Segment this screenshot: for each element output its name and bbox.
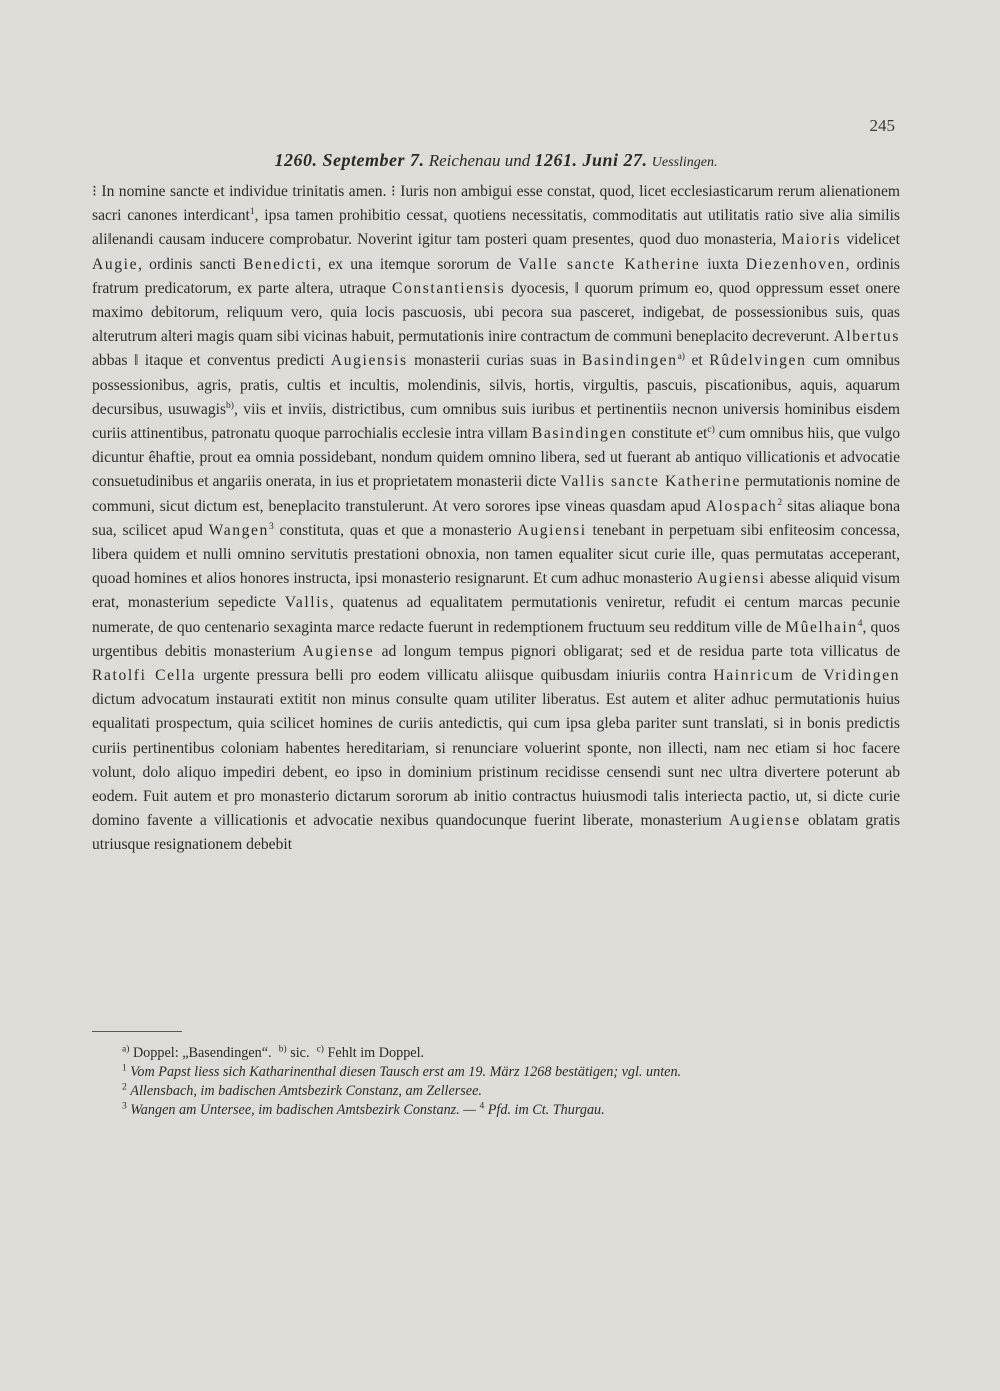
footnote-2 [122, 1082, 912, 1101]
footnote-text: sic. [290, 1045, 310, 1061]
footnotes [122, 1044, 912, 1120]
footnote-divider [92, 1031, 182, 1032]
text-segment: ad longum tempus pignori obligarat; sed et de residua parte tota villicatus de [381, 642, 901, 660]
footnote-text: Wangen am Untersee, im badischen Amtsbezirk Constanz. — [130, 1102, 476, 1118]
footnote-ref: b) [226, 400, 234, 411]
footnote-ref: a) [677, 352, 685, 363]
name-spaced: Augiense [729, 812, 801, 830]
text-segment: oblatam gratis utriusque resignationem debebit [92, 812, 901, 854]
name-spaced: Augiensi [696, 570, 766, 588]
name-spaced: Hainricum [713, 667, 795, 685]
charter-paragraph [92, 180, 900, 858]
name-spaced: Alospach [705, 497, 778, 515]
name-spaced: Valle sancte Katherine [518, 255, 701, 273]
text-segment: et [691, 352, 703, 370]
text-segment: dictum advocatum instaurati extitit non minus consulte quam utiliter liberatus. Est autem et aliter adhuc permutationis huius equalitati prospectum, quia scilicet homines de curiis antedictis, qui cum ipsa gleba pariter sunt translati, si in bonis predictis curiis pertinentibus coloniam habentes hereditariam, si renunciare voluerint sponte, non illecti, nam nec etiam si hoc facere volunt, dolo aliquo impediri debent, eo ipso in dominium pristinum recidisse censendi sunt nec ultra divertere poterunt ab eodem. Fuit autem et pro monasterio dictarum sororum ab initio contractus huiusmodi talis interiecta pactio, ut, si dicte curie domino favente a villicationis et advocatie nexibus quandocunque fuerint liberate, monasterium [92, 691, 900, 830]
text-segment: abesse aliquid visum erat, monasterium sepedicte [92, 570, 901, 612]
text-segment: constitute et [631, 425, 708, 443]
footnote-letters [122, 1044, 912, 1063]
name-spaced: Basindingen [582, 352, 678, 370]
text-segment: de [801, 667, 817, 685]
name-spaced: Diezenhoven [745, 255, 846, 273]
name-spaced: Augiense [302, 642, 375, 660]
footnote-mark: a) [122, 1044, 130, 1055]
text-segment: , quatenus ad equalitatem permutationis veniretur, refudit ei centum marcas pecunie numerate, de quo centenario sexaginta marce redacte fuerunt in redemptionem fructuum seu redditum ville de [92, 594, 900, 636]
text-segment: sitas aliaque bona sua, scilicet apud [92, 497, 900, 539]
name-spaced: Augie [92, 255, 139, 273]
text-segment: videlicet [846, 231, 901, 249]
text-segment: cum omnibus hiis, que vulgo dicuntur êhaftie, prout ea omnia possidebant, nondum quidem omnino libera, sed ut fuerant ab antiquo villicationis et advocatie consuetudinibus et angariis onerata, in ius et proprietatem monasterii dicte [92, 425, 900, 491]
heading-place-2: Uesslingen. [651, 155, 718, 170]
footnote-ref: 3 [268, 521, 274, 532]
name-spaced: Rûdelvingen [709, 352, 807, 370]
footnote-3-4 [122, 1101, 912, 1120]
name-spaced: Mûelhain [785, 618, 858, 636]
text-segment: dyocesis, ‖ quorum primum eo, quod oppressum esset onere maximo debitorum, reliquum vero, quia locis pascuosis, ubi pecora sua pasceret, indigebat, de possessionibus suis, quas alterutrum alteri magis quam sibi vicinas habuit, permutationis inire contractum de communi beneplacito decreverunt. [92, 279, 900, 346]
text-segment: , viis et inviis, districtibus, cum omnibus suis iuribus et pertinentiis necnon universis hominibus eisdem curiis attinentibus, patronatu quoque parrochialis ecclesie intra villam [92, 400, 900, 443]
text-segment: , ipsa tamen prohibitio cessat, quotiens necessitatis, commoditatis aut utilitatis ratio sive alia similis ali‖enandi causam inducere comprobatur. Noverint igitur tam posteri quam presentes, quod duo monasteria, [92, 207, 900, 249]
footnote-text: Vom Papst liess sich Katharinenthal diesen Tausch erst am 19. März 1268 bestätigen; vgl. unten. [130, 1064, 682, 1080]
footnote-1 [122, 1063, 912, 1082]
footnote-ref: c) [707, 424, 715, 435]
name-spaced: Albertus [833, 328, 901, 346]
text-segment: iuxta [707, 255, 739, 273]
text-segment: tenebant in perpetuam sibi enfiteosim concessa, libera quidem et nulli omnino servitutis prestationi obnoxia, non tamen equaliter sicut curie ille, quas permutatas acceperant, quoad homines et alios honores instructa, ipsi monasterio resignarunt. Et cum adhuc monasterio [92, 521, 900, 588]
name-spaced: Augiensis [330, 352, 408, 370]
name-spaced: Augiensi [517, 521, 587, 539]
name-spaced: Vridingen [823, 667, 901, 685]
text-segment: constituta, quas et que a monasterio [279, 521, 512, 539]
name-spaced: Maioris [781, 231, 842, 249]
footnote-ref: 2 [777, 497, 783, 508]
footnote-text: Doppel: „Basendingen“. [132, 1045, 272, 1061]
document-heading [92, 150, 900, 171]
footnote-mark: 1 [122, 1063, 127, 1074]
footnote-ref: 4 [857, 618, 863, 629]
name-spaced: Benedicti [243, 255, 318, 273]
name-spaced: Basindingen [531, 425, 628, 443]
name-spaced: Vallis [284, 594, 330, 612]
name-spaced: Vallis sancte Katherine [560, 473, 741, 491]
footnote-ref: 1 [249, 207, 255, 218]
footnote-text: Fehlt im Doppel. [327, 1045, 425, 1061]
text-segment: permutationis nomine de communi, sicut dictum est, beneplacito transtulerunt. At vero sorores ipse vineas quasdam apud [92, 473, 901, 515]
charter-text [92, 180, 900, 858]
heading-date-1: 1260. September 7. [274, 150, 425, 170]
text-segment: cum omnibus possessionibus, agris, pratis, cultis et incultis, molendinis, silvis, hortis, virgultis, pascuis, piscationibus, aquis, aquarum decursibus, usuwagis [92, 352, 900, 418]
page-number: 245 [869, 116, 895, 135]
name-spaced: Ratolfi Cella [92, 667, 197, 685]
footnote-mark: 4 [479, 1101, 485, 1112]
text-segment: urgente pressura belli pro eodem villicatu aliisque quibusdam iniuriis contra [203, 667, 707, 685]
footnote-text: Pfd. im Ct. Thurgau. [487, 1102, 605, 1118]
footnote-mark: 3 [122, 1101, 127, 1112]
text-segment: monasterii curias suas in [414, 352, 576, 370]
name-spaced: Constantiensis [391, 279, 506, 297]
heading-place-1: Reichenau und [428, 151, 531, 170]
footnote-mark: c) [316, 1044, 324, 1055]
footnote-text: Allensbach, im badischen Amtsbezirk Constanz, am Zellersee. [130, 1083, 482, 1099]
text-segment: ⁝ In nomine sancte et individue trinitatis amen. ⁝ Iuris non ambigui esse constat, quod, licet ecclesiasticarum rerum alienationem sacri canones interdicant [92, 183, 900, 225]
footnote-mark: 2 [122, 1082, 127, 1093]
text-segment: , quos urgentibus debitis monasterium [92, 618, 900, 660]
text-segment: , ordinis fratrum predicatorum, ex parte altera, utraque [92, 255, 900, 297]
text-segment: , ex una itemque sororum de [317, 255, 512, 273]
heading-date-2: 1261. Juni 27. [534, 150, 648, 170]
footnote-mark: b) [278, 1044, 287, 1055]
name-spaced: Wangen [208, 521, 269, 539]
text-segment: abbas ‖ itaque et conventus predicti [92, 352, 325, 370]
text-segment: , ordinis sancti [138, 255, 236, 273]
